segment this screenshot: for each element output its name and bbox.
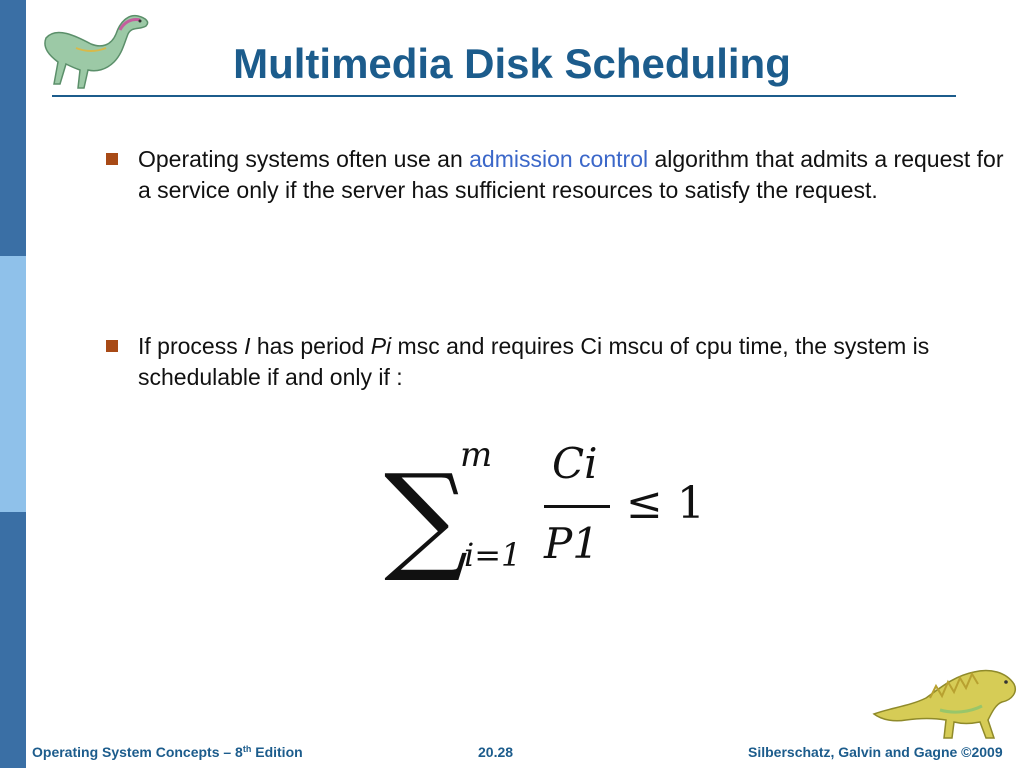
footer-book-title bbox=[32, 744, 303, 760]
relation-leq-one: ≤ 1 bbox=[626, 478, 705, 529]
sidebar-band-top bbox=[0, 0, 26, 256]
footer-book-title-main: Operating System Concepts – 8 bbox=[32, 744, 243, 760]
bullet-2-text-a: If process bbox=[138, 333, 245, 359]
summation-sign: ∑ bbox=[384, 448, 469, 580]
sum-lower-limit: i=1 bbox=[464, 536, 522, 574]
schedulability-formula bbox=[380, 430, 740, 580]
sidebar-band-middle bbox=[0, 256, 26, 512]
bullet-2-var-i: I bbox=[244, 333, 251, 359]
sidebar-band-bottom bbox=[0, 512, 26, 768]
page-title: Multimedia Disk Scheduling bbox=[233, 40, 791, 87]
footer-copyright: Silberschatz, Galvin and Gagne ©2009 bbox=[748, 744, 1003, 760]
bullet-2-var-pi: Pi bbox=[370, 333, 392, 359]
dinosaur-bottom-icon bbox=[870, 658, 1020, 742]
footer-edition-word: Edition bbox=[251, 744, 303, 760]
fraction-numerator: Ci bbox=[552, 439, 598, 488]
fraction-denominator: P1 bbox=[544, 519, 599, 568]
bullet-2-text-b: has period bbox=[250, 333, 371, 359]
title-divider bbox=[52, 95, 956, 97]
bullet-2-text-c: msc and requires Ci mscu of cpu time, the system is schedulable if and only if : bbox=[138, 333, 930, 390]
bullet-text-2 bbox=[138, 331, 1008, 393]
bullet-1-pre: Operating systems often use an bbox=[138, 146, 470, 172]
bullet-marker bbox=[106, 340, 118, 352]
bullet-text-1 bbox=[138, 144, 1008, 206]
bullet-marker bbox=[106, 153, 118, 165]
fraction-bar bbox=[544, 505, 610, 508]
sum-upper-limit: m bbox=[460, 435, 493, 475]
slide-number: 20.28 bbox=[478, 744, 514, 760]
bullet-1-post: algorithm that admits a request for a service only if the server has sufficient resources to satisfy the request. bbox=[138, 146, 1004, 203]
footer-edition-superscript: th bbox=[242, 744, 252, 754]
admission-control-term: admission control bbox=[469, 146, 649, 172]
